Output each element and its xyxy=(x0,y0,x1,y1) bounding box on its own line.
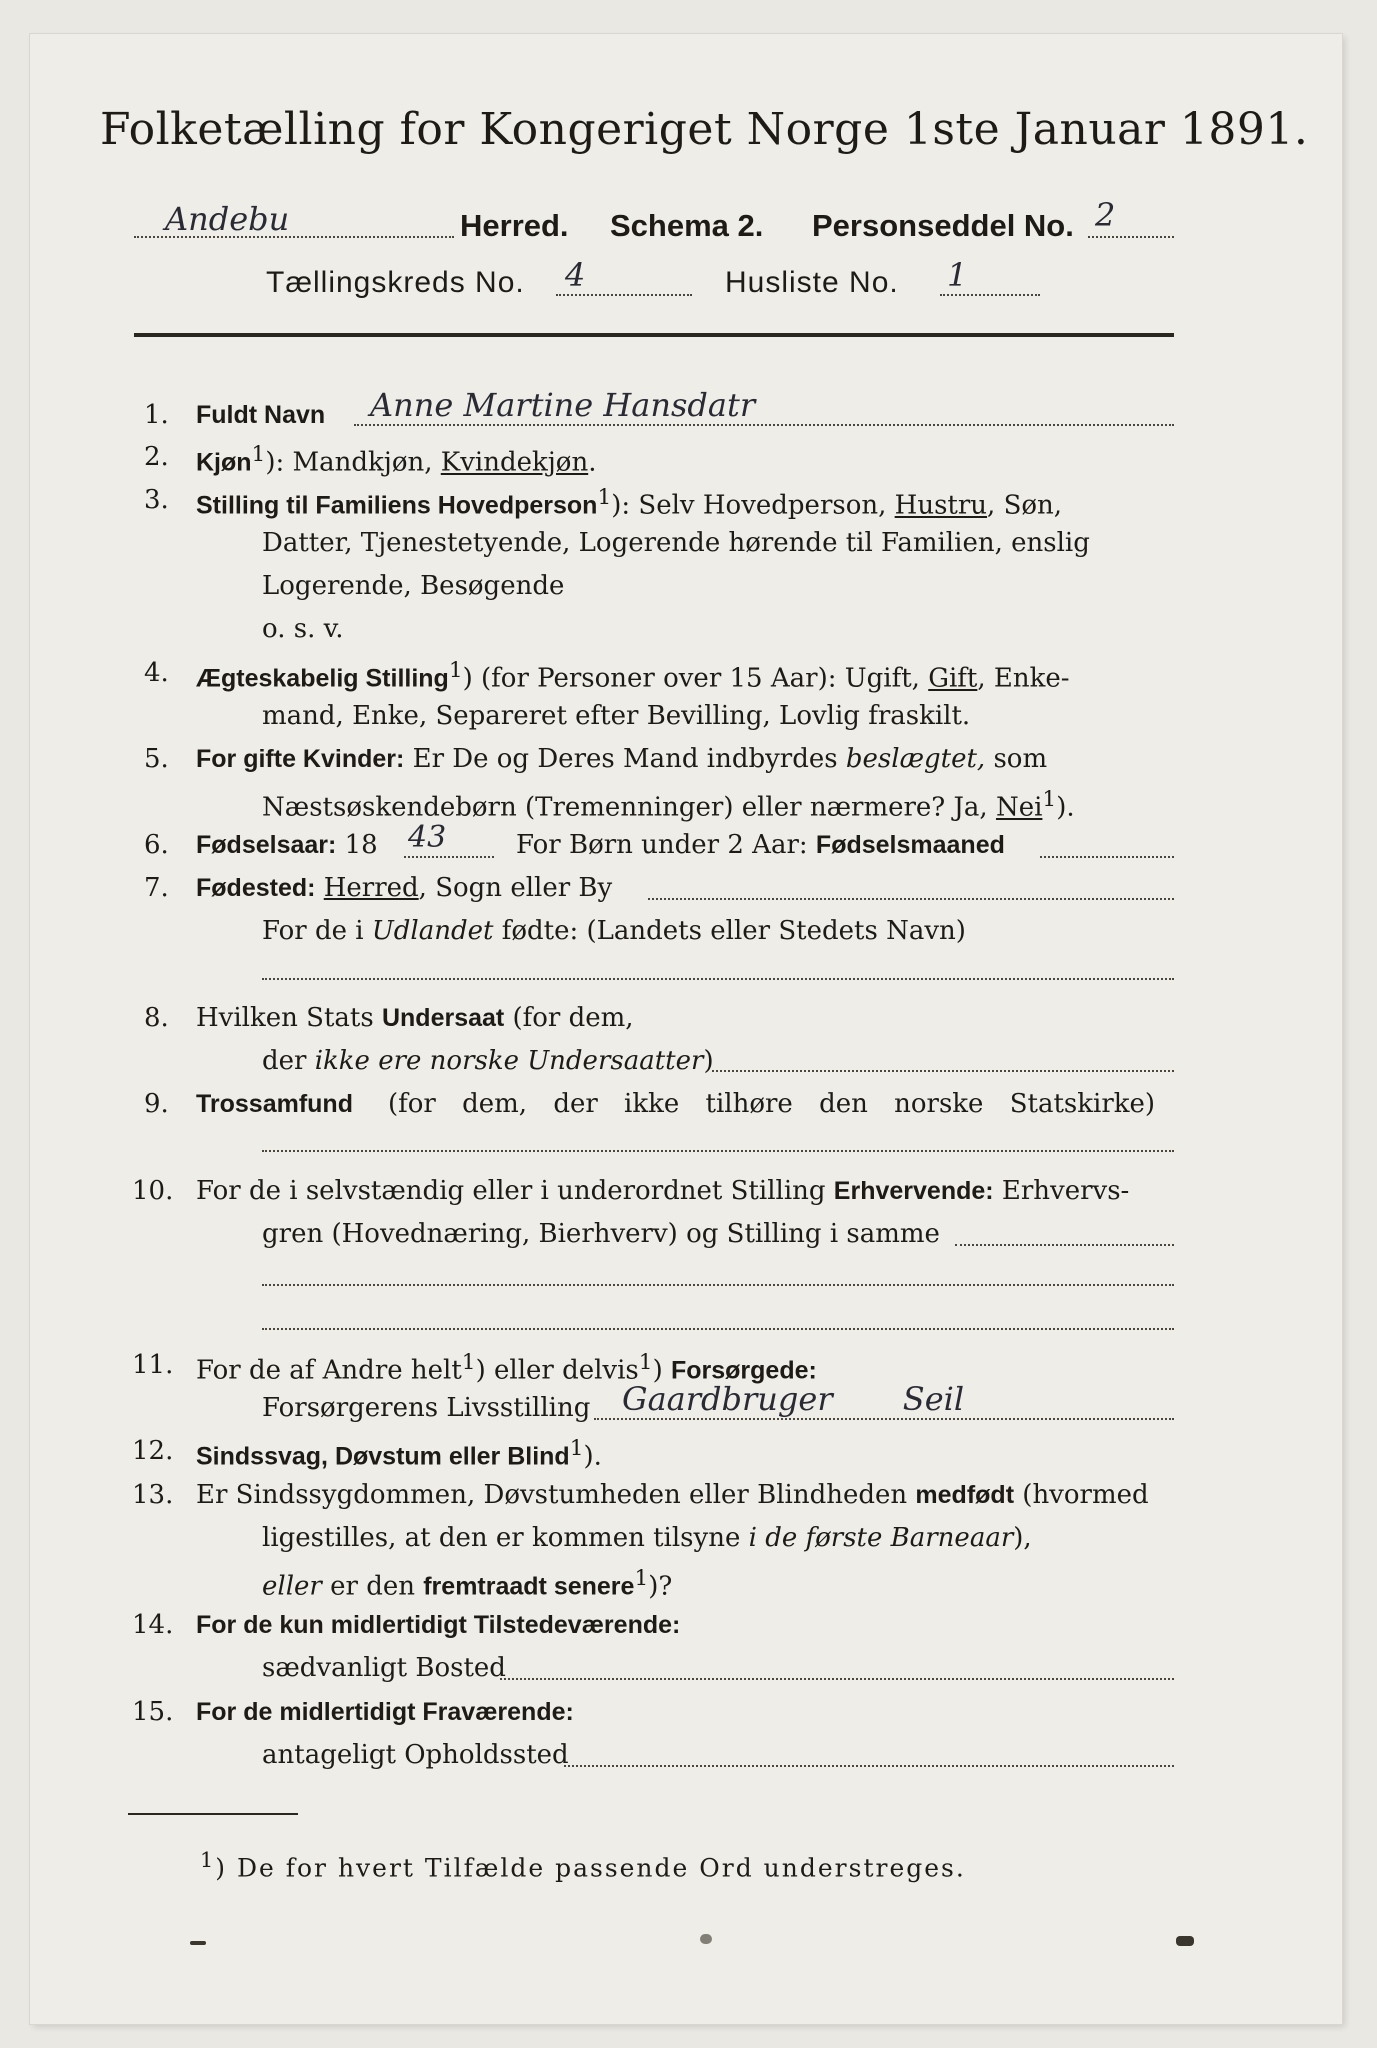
gifte-selected: Nei xyxy=(995,792,1043,823)
trossamfund-dots xyxy=(262,1150,1174,1152)
tilstedevaerende-label: For de kun midlertidigt Tilstedeværende: xyxy=(196,1611,681,1639)
fodested-label: Fødested: xyxy=(196,874,316,902)
undersaat-line-1 xyxy=(196,1003,634,1033)
footnote-ref: 1 xyxy=(638,1350,653,1375)
item-number: 8. xyxy=(144,1003,169,1033)
footnote-rule xyxy=(128,1813,298,1815)
forsorgede-label: Forsørgede: xyxy=(670,1356,817,1385)
footnote-ref: 1 xyxy=(448,658,463,683)
kreds-label: Tællingskreds No. xyxy=(266,266,525,299)
erhverv-dots-3 xyxy=(262,1328,1174,1330)
fodselsaar-value: 43 xyxy=(408,820,447,855)
fodested-dots xyxy=(648,898,1174,900)
item-number: 3. xyxy=(144,485,169,515)
medfodt-italic-2: eller xyxy=(262,1571,322,1602)
opholdssted-dots xyxy=(564,1765,1174,1767)
footnote-ref: 1 xyxy=(634,1566,649,1591)
herred-dotted-line xyxy=(134,236,454,238)
fodested-udland-b: fødte: (Landets eller Stedets Navn) xyxy=(493,916,966,946)
fodselsaar-line-dots xyxy=(404,856,494,858)
item-number: 7. xyxy=(144,873,169,903)
aegteskab-options-b: , Enke- xyxy=(977,663,1070,694)
header-divider xyxy=(134,333,1174,337)
forsorgede-text-a: For de af Andre helt xyxy=(196,1355,462,1386)
item-number: 13. xyxy=(132,1480,174,1510)
trossamfund-text: (for dem, der ikke tilhøre den norske Statskirke) xyxy=(388,1089,1156,1119)
fodested-options: , Sogn eller By xyxy=(418,873,613,903)
husliste-value: 1 xyxy=(947,256,968,294)
stilling-options-b: , Søn, xyxy=(987,490,1063,521)
forsorgere-line: Forsørgerens Livsstilling xyxy=(262,1393,591,1423)
bosted-line: sædvanligt Bosted xyxy=(262,1653,506,1683)
gifte-italic: beslægtet, xyxy=(845,744,986,774)
erhverv-text-b: Erhvervs- xyxy=(993,1176,1130,1206)
undersaat-label: Undersaat xyxy=(381,1004,505,1032)
gifte-text-b: som xyxy=(985,744,1048,774)
undersaat-italic: ikke ere norske Undersaatter xyxy=(314,1046,704,1076)
fodselsmaaned-line xyxy=(516,830,1005,860)
medfodt-text-c: ligestilles, at den er kommen tilsyne xyxy=(262,1523,749,1553)
medfodt-text-d: ), xyxy=(1013,1523,1032,1553)
undersaat-text-c: der xyxy=(262,1046,315,1076)
medfodt-text-a: Er Sindssygdommen, Døvstumheden eller Blindheden xyxy=(196,1480,916,1510)
herred-label: Herred. xyxy=(460,208,569,243)
item-number: 10. xyxy=(132,1176,174,1206)
aegteskab-selected: Gift xyxy=(928,663,978,694)
form-title: Folketælling for Kongeriget Norge 1ste Januar 1891. xyxy=(100,104,1309,155)
forsorgere-value: Gaardbruger Seil xyxy=(622,1380,965,1418)
fodested-selected: Herred xyxy=(323,873,419,903)
stilling-selected: Hustru xyxy=(894,490,988,521)
item-number: 6. xyxy=(144,830,169,860)
stilling-line-2: Datter, Tjenestetyende, Logerende hørende til Familien, enslig xyxy=(262,528,1090,558)
fodested-udland-a: For de i xyxy=(262,916,372,946)
kjon-options: ): Mandkjøn, xyxy=(265,447,441,478)
herred-value: Andebu xyxy=(165,200,290,238)
sindssvag-label: Sindssvag, Døvstum eller Blind xyxy=(196,1442,570,1471)
item-number: 5. xyxy=(144,744,169,774)
fuldt-navn-line xyxy=(354,424,1174,426)
undersaat-text-a: Hvilken Stats xyxy=(196,1003,382,1033)
footnote xyxy=(200,1848,966,1882)
fodselsmaaned-dots xyxy=(1040,856,1174,858)
kjon-line xyxy=(196,442,596,478)
gifte-question: Næstsøskendebørn (Tremenninger) eller nærmere? Ja, xyxy=(262,792,996,823)
kreds-dotted-line xyxy=(556,294,692,296)
medfodt-end: )? xyxy=(648,1571,673,1602)
medfodt-italic: i de første Barneaar xyxy=(748,1523,1014,1553)
item-number: 14. xyxy=(132,1610,174,1640)
forsorgere-dots xyxy=(594,1418,1174,1420)
undersaat-text-b: (for dem, xyxy=(504,1003,634,1033)
undersaat-line-2 xyxy=(262,1046,714,1076)
undersaat-dots xyxy=(712,1070,1174,1072)
schema-label: Schema 2. xyxy=(610,208,764,243)
stilling-line-1 xyxy=(196,485,1062,521)
medfodt-line-2 xyxy=(262,1523,1032,1553)
aegteskab-options-a: ) (for Personer over 15 Aar): Ugift, xyxy=(462,663,929,694)
forsorgede-text-c: ) xyxy=(652,1355,671,1386)
medfodt-text-e: er den xyxy=(321,1571,424,1602)
medfodt-line-1 xyxy=(196,1480,1149,1510)
erhverv-line-2: gren (Hovednæring, Bierhverv) og Stilling i samme xyxy=(262,1219,940,1249)
fodselsaar-prefix: 18 xyxy=(336,830,378,860)
personseddel-dotted-line xyxy=(1088,236,1174,238)
fodested-line-2 xyxy=(262,916,966,946)
aegteskab-label: Ægteskabelig Stilling xyxy=(196,664,449,693)
gifte-text-a: Er De og Deres Mand indbyrdes xyxy=(404,744,846,774)
stilling-label: Stilling til Familiens Hovedperson xyxy=(196,491,598,520)
item-number: 1. xyxy=(144,400,169,430)
sindssvag-line xyxy=(196,1436,602,1472)
personseddel-label: Personseddel No. xyxy=(812,208,1074,243)
medfodt-label: medfødt xyxy=(915,1481,1015,1509)
gifte-label: For gifte Kvinder: xyxy=(196,745,405,773)
footnote-ref: 1 xyxy=(251,442,266,467)
footnote-ref: 1 xyxy=(597,485,612,510)
fremtraadt-label: fremtraadt senere xyxy=(423,1572,635,1601)
fodselsmaaned-text: For Børn under 2 Aar: xyxy=(516,830,816,860)
fuldt-navn-label: Fuldt Navn xyxy=(196,401,326,429)
item-number: 2. xyxy=(144,442,169,472)
kjon-end: . xyxy=(588,447,597,478)
kreds-value: 4 xyxy=(565,256,586,294)
fodselsaar-line xyxy=(196,830,378,860)
erhverv-text-a: For de i selvstændig eller i underordnet Stilling xyxy=(196,1176,834,1206)
print-mark-center xyxy=(700,1934,712,1944)
opholdssted-line: antageligt Opholdssted xyxy=(262,1740,569,1770)
erhverv-label: Erhvervende: xyxy=(833,1177,994,1205)
medfodt-line-3 xyxy=(262,1566,672,1602)
item-number: 9. xyxy=(144,1089,169,1119)
print-mark-left xyxy=(190,1941,206,1945)
print-mark-right xyxy=(1176,1936,1194,1946)
husliste-dotted-line xyxy=(940,294,1040,296)
fodselsaar-label: Fødselsaar: xyxy=(196,831,337,859)
footnote-sup: 1 xyxy=(200,1848,216,1872)
gifte-line-1 xyxy=(196,744,1047,774)
trossamfund-label: Trossamfund xyxy=(196,1090,353,1118)
fodested-udland-italic: Udlandet xyxy=(371,916,494,946)
erhverv-line-1 xyxy=(196,1176,1129,1206)
fodested-udland-dots xyxy=(262,978,1174,980)
sindssvag-end: ). xyxy=(583,1441,602,1472)
fodselsmaaned-label: Fødselsmaaned xyxy=(815,831,1005,859)
gifte-line-2 xyxy=(262,787,1075,823)
item-number: 12. xyxy=(132,1436,174,1466)
footnote-text: ) De for hvert Tilfælde passende Ord understreges. xyxy=(215,1853,966,1883)
fravaerende-label: For de midlertidigt Fraværende: xyxy=(196,1698,574,1726)
footnote-ref: 1 xyxy=(1042,787,1057,812)
medfodt-text-b: (hvormed xyxy=(1014,1480,1149,1510)
bosted-dots xyxy=(500,1678,1174,1680)
fodested-line-1 xyxy=(196,873,612,903)
item-number: 11. xyxy=(132,1350,174,1380)
stilling-options-a: ): Selv Hovedperson, xyxy=(611,490,895,521)
stilling-line-4: o. s. v. xyxy=(262,614,344,644)
kjon-label: Kjøn xyxy=(196,448,252,477)
item-number: 4. xyxy=(144,658,169,688)
aegteskab-line-1 xyxy=(196,658,1070,694)
footnote-ref: 1 xyxy=(461,1350,476,1375)
erhverv-dots-2 xyxy=(262,1284,1174,1286)
forsorgede-text-b: ) eller delvis xyxy=(475,1355,639,1386)
undersaat-text-d: ) xyxy=(703,1046,714,1076)
item-number: 15. xyxy=(132,1697,174,1727)
aegteskab-line-2: mand, Enke, Separeret efter Bevilling, Lovlig fraskilt. xyxy=(262,701,971,731)
personseddel-value: 2 xyxy=(1095,196,1116,234)
stilling-line-3: Logerende, Besøgende xyxy=(262,571,565,601)
footnote-ref: 1 xyxy=(569,1436,584,1461)
gifte-end: ). xyxy=(1056,792,1075,823)
husliste-label: Husliste No. xyxy=(725,266,899,299)
fuldt-navn-value: Anne Martine Hansdatr xyxy=(370,386,756,424)
kjon-selected: Kvindekjøn xyxy=(440,447,589,478)
erhverv-dots-1 xyxy=(955,1244,1174,1246)
